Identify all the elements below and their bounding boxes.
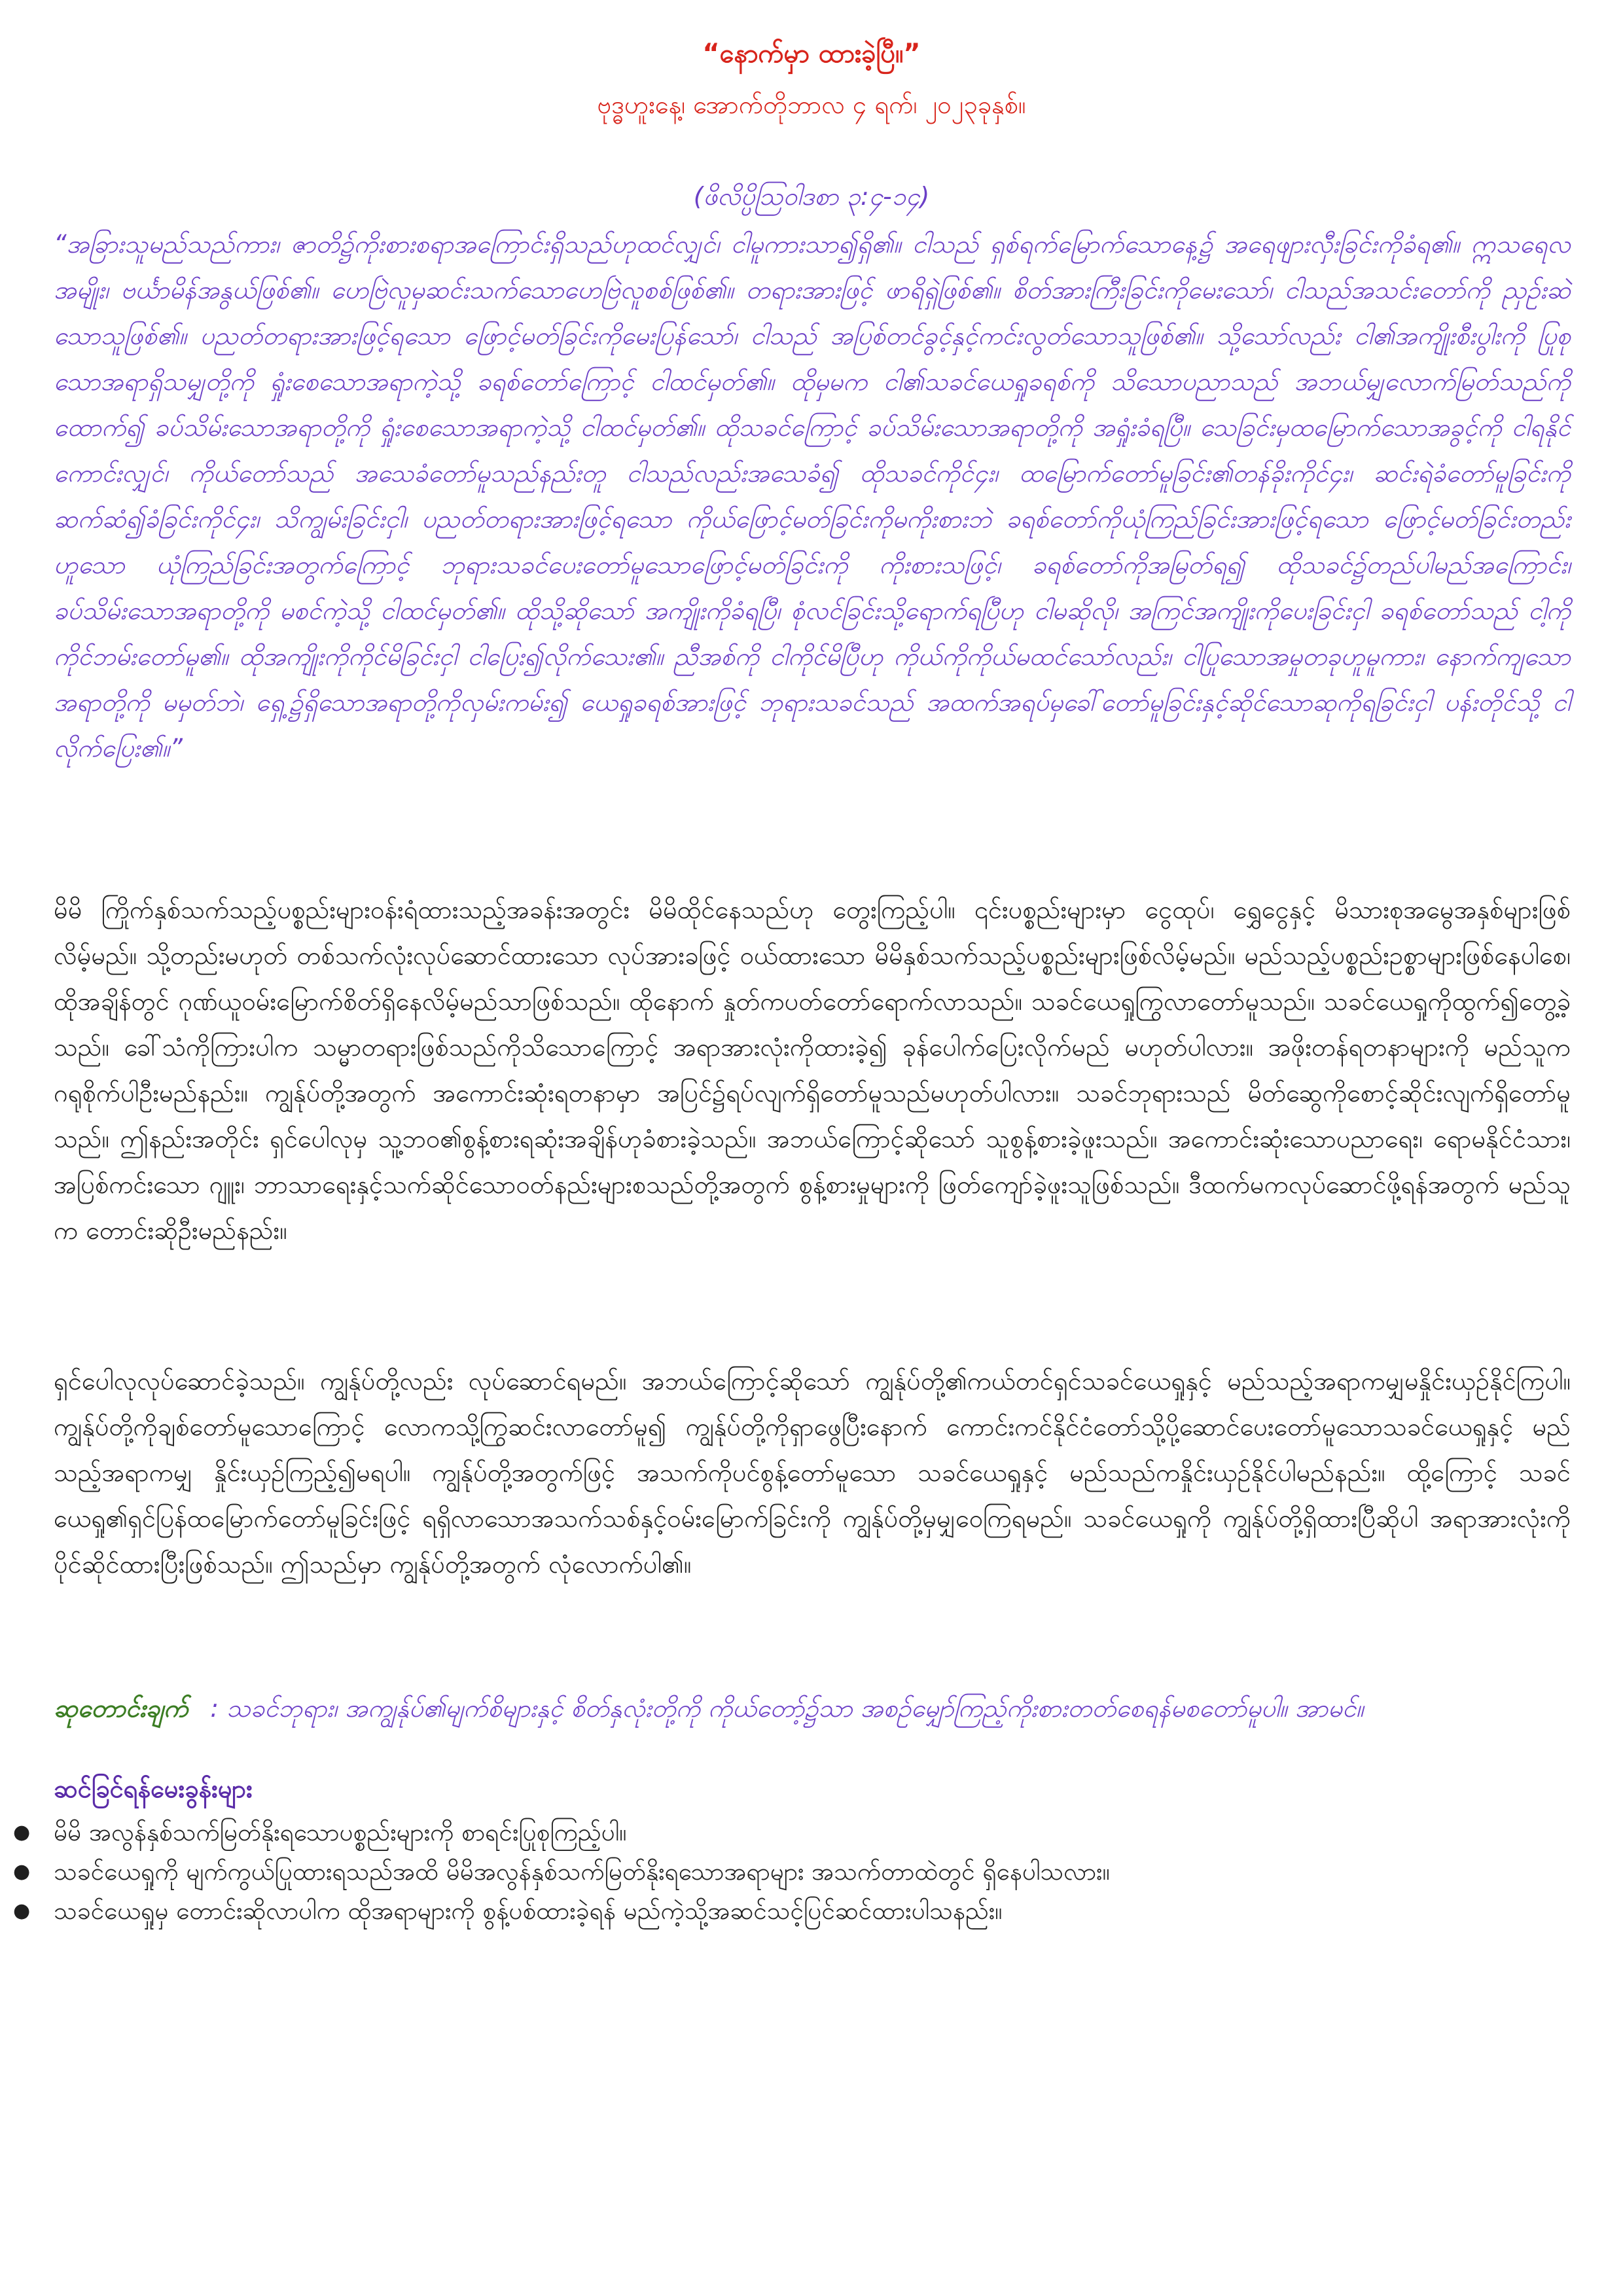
bullet-icon: ● (13, 1821, 31, 1844)
question-item (13, 1813, 1571, 1852)
questions-list (13, 1813, 1571, 1931)
date-line: ဗုဒ္ဓဟူးနေ့၊ အောက်တိုဘာလ ၄ ရက်၊ ၂၀၂၃ခုနှစ်။ (597, 90, 1026, 119)
scripture-reference: (ဖိလိပ္ပိဩဝါဒစာ ၃:၄-၁၄) (693, 182, 930, 211)
body-paragraph-1: မိမိ ကြိုက်နှစ်သက်သည့်ပစ္စည်းများဝန်းရံထားသည့်အခန်းအတွင်း မိမိထိုင်နေသည်ဟု တွေးကြည့်ပါ။ ၎င်းပစ္စည်းများမှာ ငွေထုပ်၊ ရွှေငွေနှင့် မိသားစုအမွေအနှစ်များဖြစ်လိမ့်မည်။ သို့တည်းမဟုတ် တစ်သက်လုံးလုပ်ဆောင်ထားသော လုပ်အားခဖြင့် ဝယ်ထားသော မိမိနှစ်သက်သည့်ပစ္စည်းများဖြစ်လိမ့်မည်။ မည်သည့်ပစ္စည်းဥစ္စာများဖြစ်နေပါစေ၊ ထိုအချိန်တွင် ဂုဏ်ယူဝမ်းမြောက်စိတ်ရှိနေလိမ့်မည်သာဖြစ်သည်။ ထိုနောက် နှုတ်ကပတ်တော်ရောက်လာသည်။ သခင်ယေရှုကြွလာတော်မူသည်။ သခင်ယေရှုကိုထွက်၍တွေ့ခဲ့သည်။ ခေါ်သံကိုကြားပါက သမ္မာတရားဖြစ်သည်ကိုသိသောကြောင့် အရာအားလုံးကိုထားခဲ့၍ ခုန်ပေါက်ပြေးလိုက်မည် မဟုတ်ပါလား။ အဖိုးတန်ရတနာများကို မည်သူက ဂရုစိုက်ပါဦးမည်နည်း။ ကျွန်ုပ်တို့အတွက် အကောင်းဆုံးရတနာမှာ အပြင်၌ရပ်လျက်ရှိတော်မူသည်မဟုတ်ပါလား။ သခင်ဘုရားသည် မိတ်ဆွေကိုစောင့်ဆိုင်းလျက်ရှိတော်မူသည်။ ဤနည်းအတိုင်း ရှင်ပေါလုမှ သူ့ဘဝ၏စွန့်စားရဆုံးအချိန်ဟုခံစားခဲ့သည်။ အဘယ်ကြောင့်ဆိုသော် သူစွန့်စားခဲ့ဖူးသည်။ အကောင်းဆုံးသောပညာရေး၊ ရောမနိုင်ငံသား၊ အပြစ်ကင်းသော ဂျူး၊ ဘာသာရေးနှင့်သက်ဆိုင်သောဝတ်နည်းများစသည်တို့အတွက် စွန့်စားမှုများကို ဖြတ်ကျော်ခဲ့ဖူးသူဖြစ်သည်။ ဒီထက်မကလုပ်ဆောင်ဖို့ရန်အတွက် မည်သူက တောင်းဆိုဦးမည်နည်း။ (54, 895, 1571, 1245)
question-item (13, 1852, 1571, 1892)
page-title: “နောက်မှာ ထားခဲ့ပြီ။” (702, 39, 921, 69)
prayer-block (54, 1689, 1571, 1728)
bullet-icon: ● (13, 1860, 31, 1883)
question-text: မိမိ အလွန်နှစ်သက်မြတ်နိုးရသောပစ္စည်းများကို စာရင်းပြုစုကြည့်ပါ။ (54, 1818, 627, 1846)
prayer-text: : သခင်ဘုရား၊ အကျွန်ုပ်၏မျက်စိများနှင့် စိတ်နှလုံးတို့ကို ကိုယ်တော့်၌သာ အစဉ်မျှော်ကြည့်ကိုးစားတတ်စေရန်မစတော်မူပါ။ အာမင်။ (210, 1694, 1364, 1723)
prayer-label: ဆုတောင်းချက် (54, 1694, 188, 1723)
scripture-text: “အခြားသူမည်သည်ကား၊ ဇာတိ၌ကိုးစားစရာအကြောင်းရှိသည်ဟုထင်လျှင်၊ ငါမူကားသာ၍ရှိ၏။ ငါသည် ရှစ်ရက်မြောက်သောနေ့၌ အရေဖျားလှီးခြင်းကိုခံရ၏။ ဣသရေလအမျိုး၊ ဗင်္ယာမိန်အနွယ်ဖြစ်၏။ ဟေဗြဲလူမှဆင်းသက်သောဟေဗြဲလူစစ်ဖြစ်၏။ တရားအားဖြင့် ဖာရိရှဲဖြစ်၏။ စိတ်အားကြီးခြင်းကိုမေးသော်၊ ငါသည်အသင်းတော်ကို ညှဥ်းဆဲသောသူဖြစ်၏။ ပညတ်တရားအားဖြင့်ရသော ဖြောင့်မတ်ခြင်းကိုမေးပြန်သော်၊ ငါသည် အပြစ်တင်ခွင့်နှင့်ကင်းလွတ်သောသူဖြစ်၏။ သို့သော်လည်း ငါ၏အကျိုးစီးပွါးကို ပြုစုသောအရာရှိသမျှတို့ကို ရှုံးစေသောအရာကဲ့သို့ ခရစ်တော်ကြောင့် ငါထင်မှတ်၏။ ထိုမှမက ငါ၏သခင်ယေရှုခရစ်ကို သိသောပညာသည် အဘယ်မျှလောက်မြတ်သည်ကိုထောက်၍ ခပ်သိမ်းသောအရာတို့ကို ရှုံးစေသောအရာကဲ့သို့ ငါထင်မှတ်၏။ ထိုသခင်ကြောင့် ခပ်သိမ်းသောအရာတို့ကို အရှုံးခံရပြီ။ သေခြင်းမှထမြောက်သောအခွင့်ကို ငါရနိုင်ကောင်းလျှင်၊ ကိုယ်တော်သည် အသေခံတော်မူသည်နည်းတူ ငါသည်လည်းအသေခံ၍ ထိုသခင်ကိုင်၄း၊ ထမြောက်တော်မူခြင်း၏တန်ခိုးကိုင်၄း၊ ဆင်းရဲခံတော်မူခြင်းကို ဆက်ဆံ၍ခံခြင်းကိုင်၄း၊ သိကျွမ်းခြင်းငှါ၊ ပညတ်တရားအားဖြင့်ရသော ကိုယ်ဖြောင့်မတ်ခြင်းကိုမကိုးစားဘဲ ခရစ်တော်ကိုယုံကြည်ခြင်းအားဖြင့်ရသော ဖြောင့်မတ်ခြင်းတည်းဟူသော ယုံကြည်ခြင်းအတွက်ကြောင့် ဘုရားသခင်ပေးတော်မူသောဖြောင့်မတ်ခြင်းကို ကိုးစားသဖြင့်၊ ခရစ်တော်ကိုအမြတ်ရ၍ ထိုသခင်၌တည်ပါမည်အကြောင်း၊ ခပ်သိမ်းသောအရာတို့ကို မစင်ကဲ့သို့ ငါထင်မှတ်၏။ ထိုသို့ဆိုသော် အကျိုးကိုခံရပြီ၊ စုံလင်ခြင်းသို့ရောက်ရပြီဟု ငါမဆိုလို၊ အကြင်အကျိုးကိုပေးခြင်းငှါ ခရစ်တော်သည် ငါ့ကိုကိုင်ဘမ်းတော်မူ၏။ ထိုအကျိုးကိုကိုင်မိခြင်းငှါ ငါပြေး၍လိုက်သေး၏။ ညီအစ်ကို ငါကိုင်မိပြီဟု ကိုယ်ကိုကိုယ်မထင်သော်လည်း၊ ငါပြုသောအမှုတခုဟူမူကား၊ နောက်ကျသောအရာတို့ကို မမှတ်ဘဲ၊ ရှေ့၌ရှိသောအရာတို့ကိုလှမ်းကမ်း၍ ယေရှုခရစ်အားဖြင့် ဘုရားသခင်သည် အထက်အရပ်မှခေါ်တော်မူခြင်းနှင့်ဆိုင်သောဆုကိုရခြင်းငှါ ပန်းတိုင်သို့ ငါလိုက်ပြေး၏။” (54, 230, 1571, 762)
question-text: သခင်ယေရှုမှ တောင်းဆိုလာပါက ထိုအရာများကို စွန့်ပစ်ထားခဲ့ရန် မည်ကဲ့သို့အဆင်သင့်ပြင်ဆင်ထားပါသနည်း။ (54, 1897, 1003, 1925)
questions-heading: ဆင်ခြင်ရန်မေးခွန်းများ (54, 1774, 253, 1803)
bullet-icon: ● (13, 1899, 31, 1922)
question-text: သခင်ယေရှုကို မျက်ကွယ်ပြုထားရသည်အထိ မိမိအလွန်နှစ်သက်မြတ်နိုးရသောအရာများ အသက်တာထဲတွင် ရှိနေပါသလား။ (54, 1857, 1110, 1886)
question-item (13, 1892, 1571, 1931)
body-paragraph-2: ရှင်ပေါလုလုပ်ဆောင်ခဲ့သည်။ ကျွန်ုပ်တို့လည်း လုပ်ဆောင်ရမည်။ အဘယ်ကြောင့်ဆိုသော် ကျွန်ုပ်တို့၏ကယ်တင်ရှင်သခင်ယေရှုနှင့် မည်သည့်အရာကမျှမနှိုင်းယှဥ်နိုင်ကြပါ။ ကျွန်ုပ်တို့ကိုချစ်တော်မူသောကြောင့် လောကသို့ကြွဆင်းလာတော်မူ၍ ကျွန်ုပ်တို့ကိုရှာဖွေပြီးနောက် ကောင်းကင်နိုင်ငံတော်သို့ပို့ဆောင်ပေးတော်မူသောသခင်ယေရှုနှင့် မည်သည့်အရာကမျှ နှိုင်းယှဥ်ကြည့်၍မရပါ။ ကျွန်ုပ်တို့အတွက်ဖြင့် အသက်ကိုပင်စွန့်တော်မူသော သခင်ယေရှုနှင့် မည်သည်ကနှိုင်းယှဥ်နိုင်ပါမည်နည်း။ ထို့ကြောင့် သခင်ယေရှု၏ရှင်ပြန်ထမြောက်တော်မူခြင်းဖြင့် ရရှိလာသောအသက်သစ်နှင့်ဝမ်းမြောက်ခြင်းကို ကျွန်ုပ်တို့မှမျှဝေကြရမည်။ သခင်ယေရှုကို ကျွန်ုပ်တို့ရှိထားပြီဆိုပါ အရာအားလုံးကိုပိုင်ဆိုင်ထားပြီးဖြစ်သည်။ ဤသည်မှာ ကျွန်ုပ်တို့အတွက် လုံလောက်ပါ၏။ (54, 1367, 1571, 1579)
